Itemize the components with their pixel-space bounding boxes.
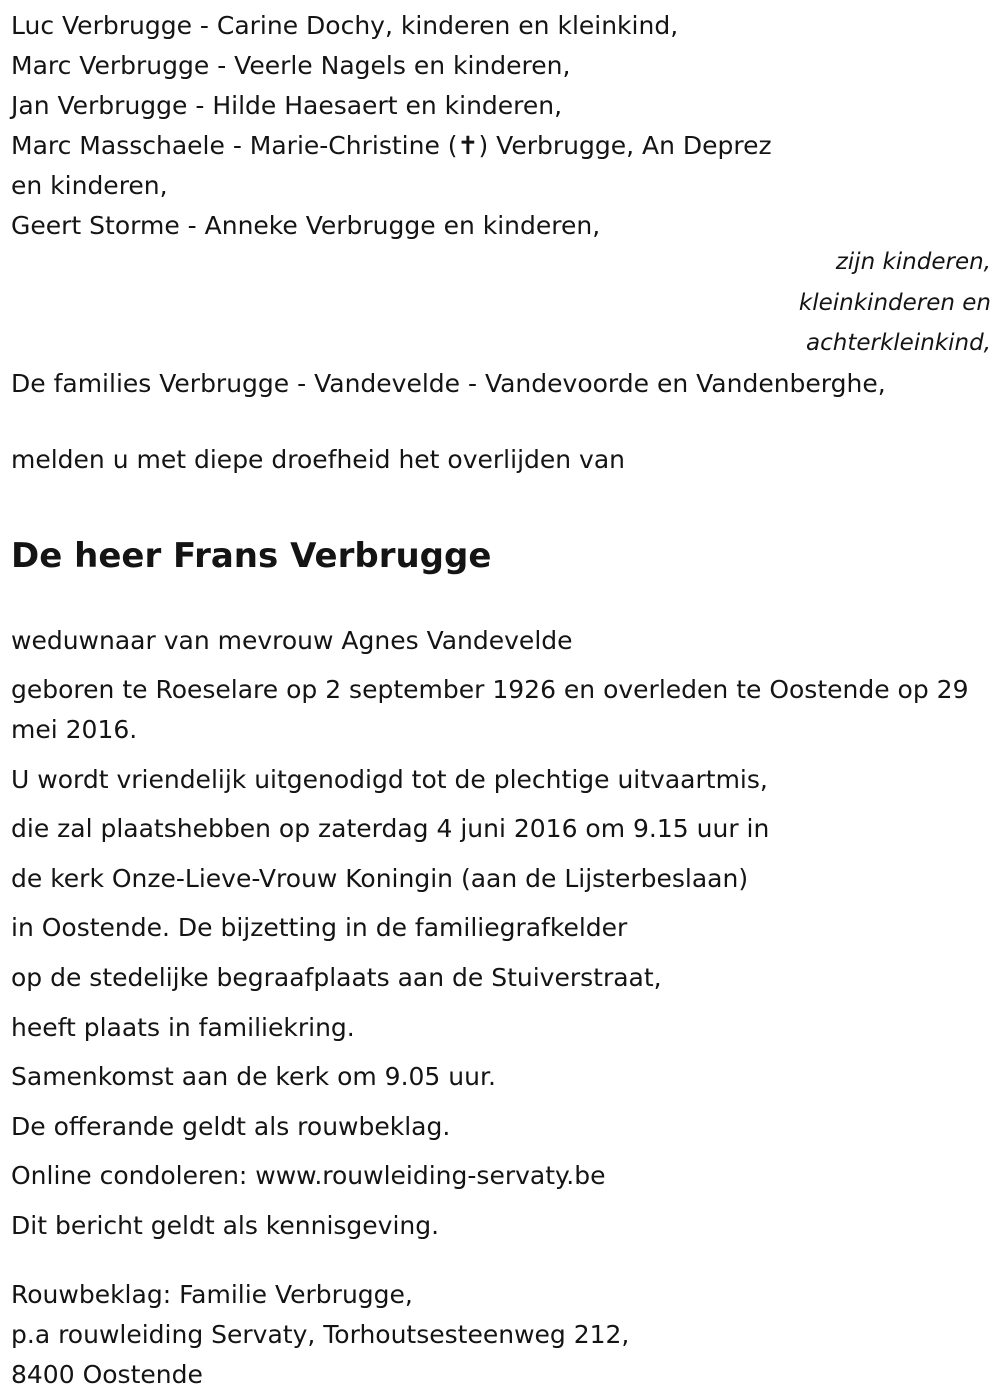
family-line-luc: Luc Verbrugge - Carine Dochy, kinderen en kleinkind, <box>11 11 679 40</box>
family-line-masschaele <box>11 126 993 166</box>
masschaele-text-after: ) Verbrugge, An Deprez <box>478 131 772 160</box>
family-list <box>11 0 993 246</box>
gathering-line: Samenkomst aan de kerk om 9.05 uur. <box>11 1062 496 1092</box>
death-notice <box>11 0 993 1395</box>
widower-line: weduwnaar van mevrouw Agnes Vandevelde <box>11 625 573 655</box>
mass-date-line: die zal plaatshebben op zaterdag 4 juni 2016 om 9.15 uur in <box>11 814 770 844</box>
cemetery-line: op de stedelijke begraafplaats aan de Stuiverstraat, <box>11 963 662 993</box>
invitation-line: U wordt vriendelijk uitgenodigd tot de plechtige uitvaartmis, <box>11 764 768 794</box>
announcement-line: melden u met diepe droefheid het overlijden van <box>11 444 626 474</box>
relation-note <box>11 242 991 364</box>
family-line-masschaele-continued: en kinderen, <box>11 171 168 200</box>
relation-line-grandchildren: kleinkinderen en <box>798 289 991 316</box>
families-line: De families Verbrugge - Vandevelde - Vandevoorde en Vandenberghe, <box>11 368 886 398</box>
church-line: de kerk Onze-Lieve-Vrouw Koningin (aan de Lijsterbeslaan) <box>11 863 749 893</box>
interment-line: in Oostende. De bijzetting in de familiegrafkelder <box>11 913 628 943</box>
offering-line: De offerande geldt als rouwbeklag. <box>11 1111 451 1141</box>
notification-line: Dit bericht geldt als kennisgeving. <box>11 1211 440 1241</box>
address-line-city: 8400 Oostende <box>11 1360 203 1390</box>
cross-icon: ✝ <box>457 131 479 160</box>
family-line-geert: Geert Storme - Anneke Verbrugge en kinderen, <box>11 211 601 240</box>
family-circle-line: heeft plaats in familiekring. <box>11 1012 355 1042</box>
address-line-street: p.a rouwleiding Servaty, Torhoutsesteenweg 212, <box>11 1320 630 1350</box>
condolence-address <box>11 1275 993 1395</box>
address-line-recipient: Rouwbeklag: Familie Verbrugge, <box>11 1280 413 1310</box>
relation-line-great-grandchild: achterkleinkind, <box>806 330 991 356</box>
relation-line-children: zijn kinderen, <box>835 249 991 275</box>
online-condolence-line: Online condoleren: www.rouwleiding-servaty.be <box>11 1161 606 1191</box>
birth-death-line: geboren te Roeselare op 2 september 1926 en overleden te Oostende op 29 mei 2016. <box>11 675 969 745</box>
masschaele-text-before: Marc Masschaele - Marie-Christine ( <box>11 131 458 160</box>
family-line-marc: Marc Verbrugge - Veerle Nagels en kinderen, <box>11 51 571 80</box>
notice-body <box>11 621 993 1247</box>
family-line-jan: Jan Verbrugge - Hilde Haesaert en kinderen, <box>11 91 563 120</box>
deceased-name: De heer Frans Verbrugge <box>11 535 492 576</box>
